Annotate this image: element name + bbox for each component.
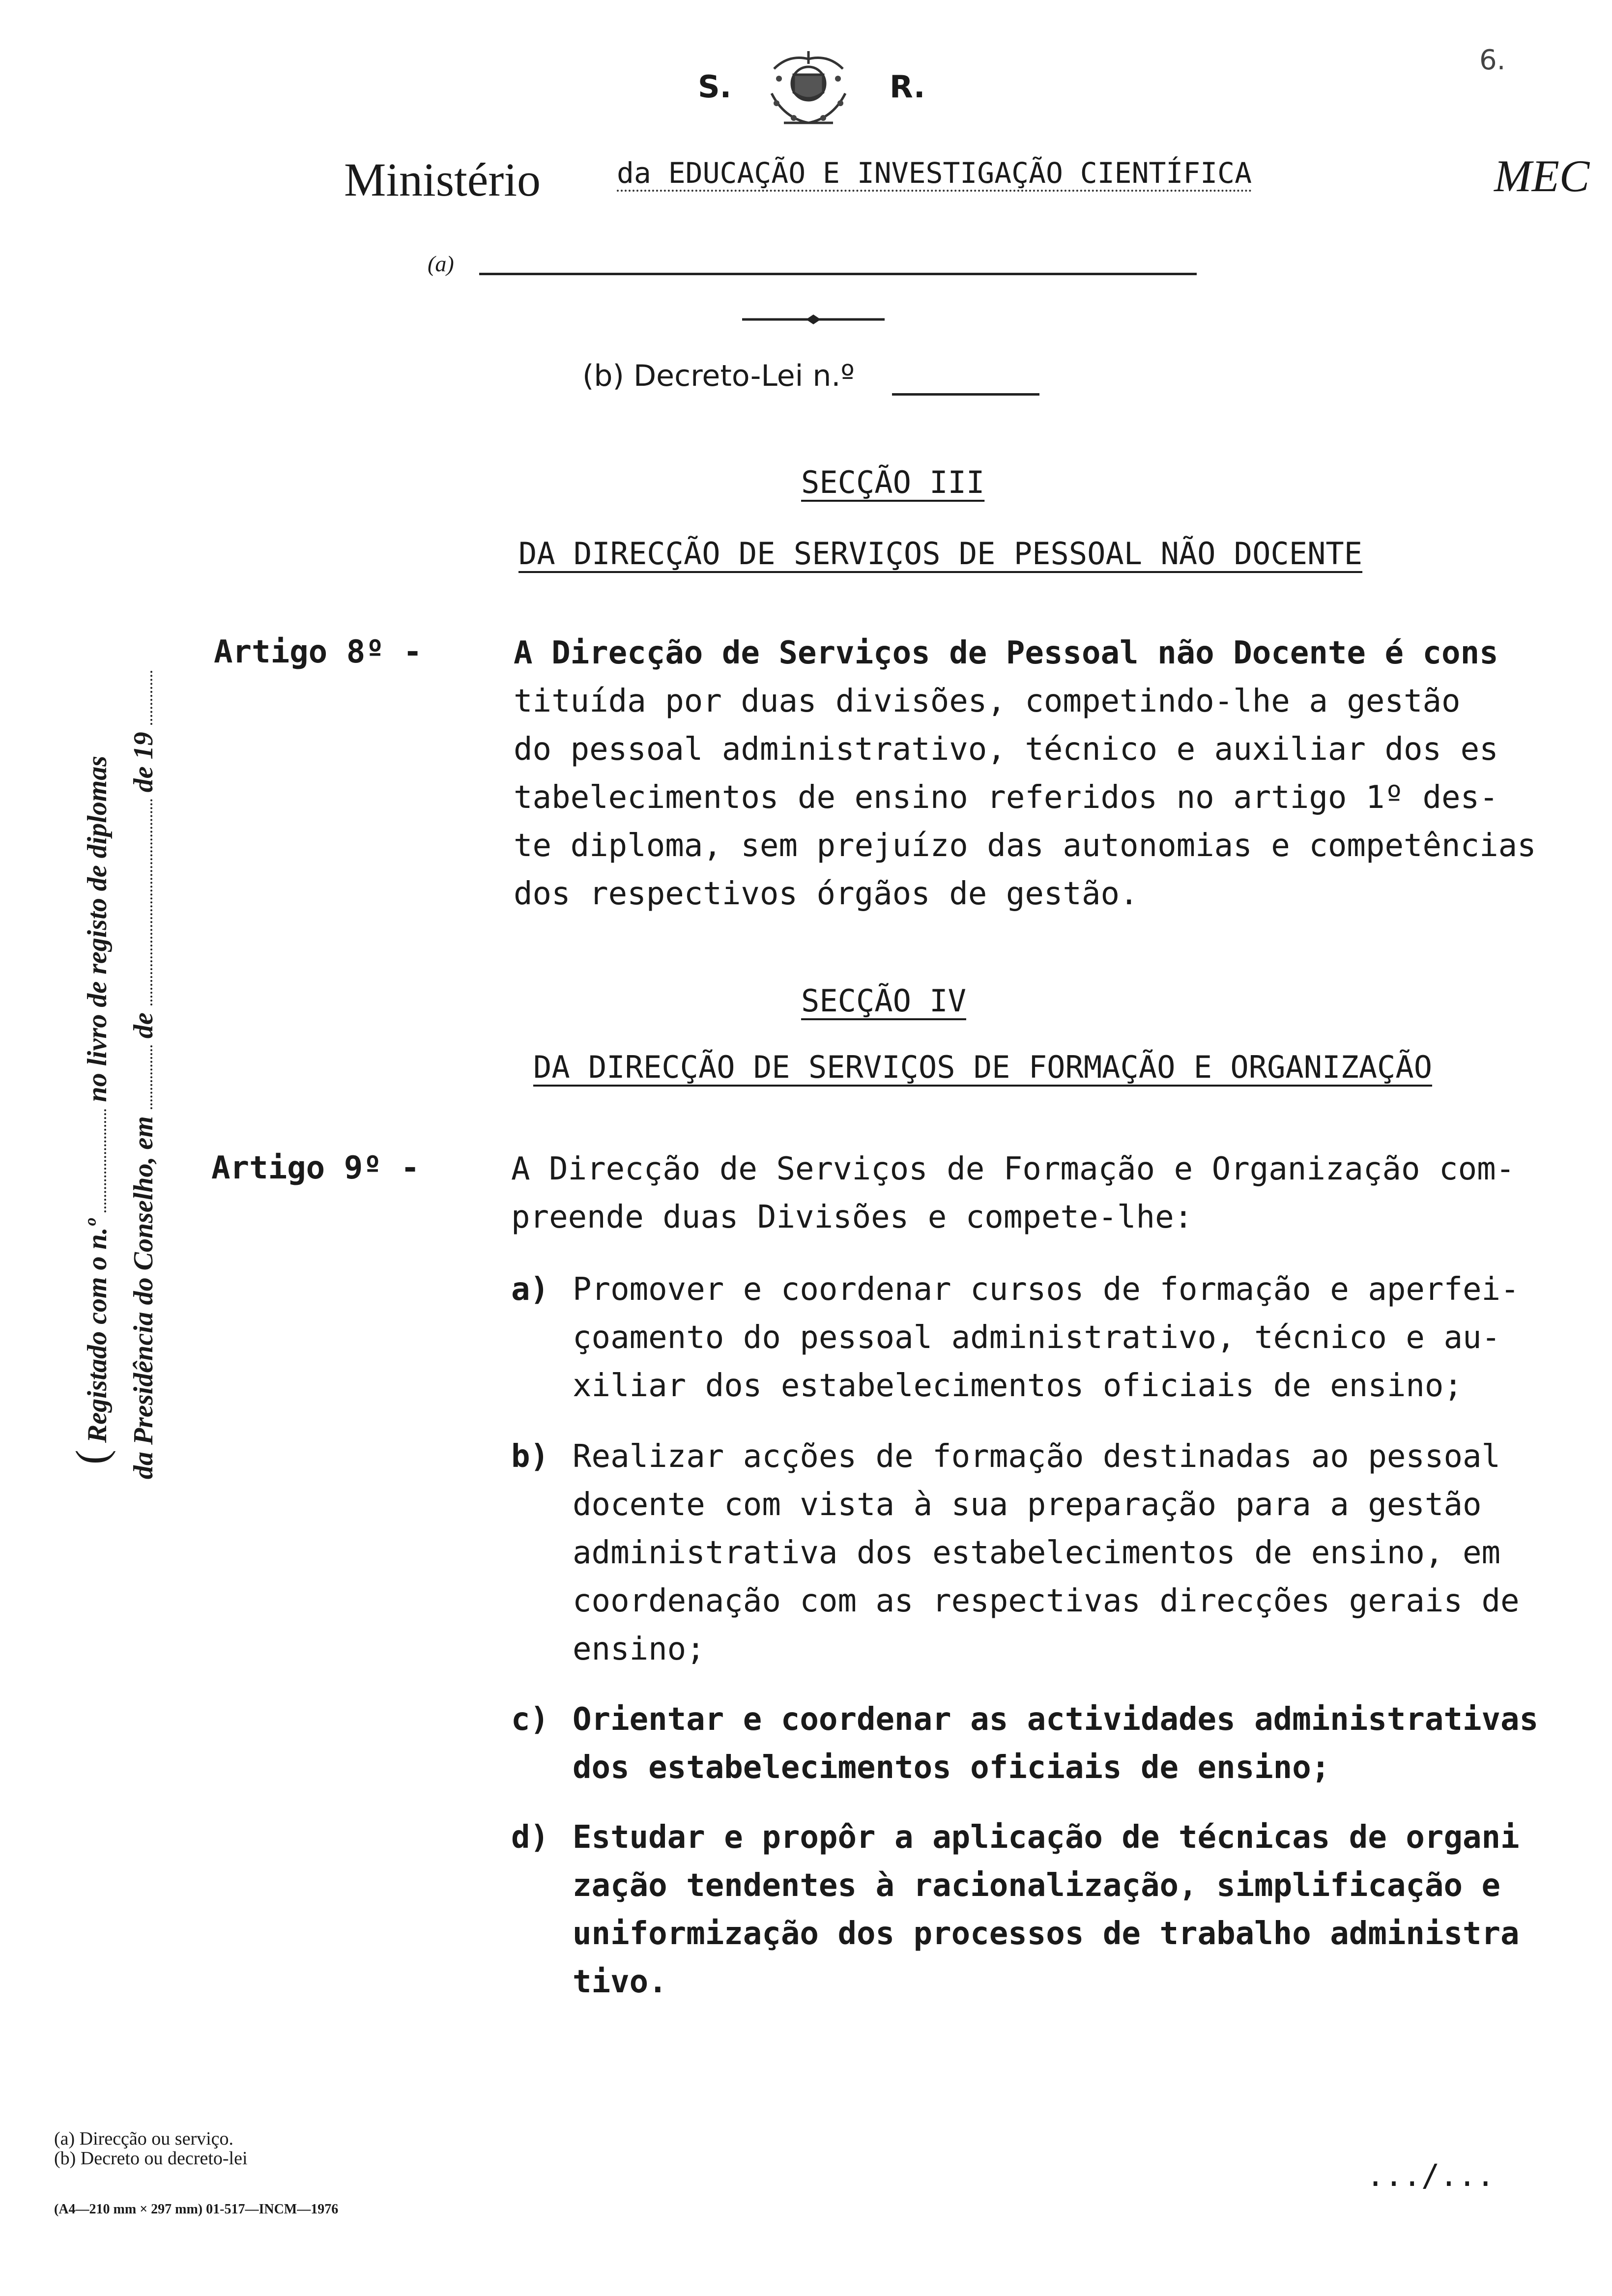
article-9-label: Artigo 9º - xyxy=(211,1150,420,1186)
article-8-label: Artigo 8º - xyxy=(214,634,422,670)
item-a-marker: a) xyxy=(511,1271,549,1308)
item-c-line: Orientar e coordenar as actividades administrativas xyxy=(573,1701,1539,1738)
margin-presidency-text: da Presidência do Conselho, em xyxy=(128,1116,159,1479)
item-b-line: coordenação com as respectivas direcções gerais de xyxy=(573,1583,1520,1619)
margin-number-dots xyxy=(104,1109,106,1212)
article-8-line: tituída por duas divisões, competindo-lhe a gestão xyxy=(514,683,1461,719)
item-c-marker: c) xyxy=(511,1701,549,1738)
margin-month-dots xyxy=(150,799,152,1005)
continuation-mark: .../... xyxy=(1366,2157,1495,2193)
item-b-marker: b) xyxy=(511,1438,549,1475)
item-b-text xyxy=(573,1433,1520,1673)
item-d-line: tivo. xyxy=(573,1964,667,2000)
article-8-line: do pessoal administrativo, técnico e auxiliar dos es xyxy=(514,731,1498,768)
item-d-text xyxy=(573,1813,1520,2006)
section-iv-number: SECÇÃO IV xyxy=(801,983,966,1019)
article-9-intro xyxy=(511,1145,1515,1241)
margin-registered-number: Registado com o n.º xyxy=(82,1219,113,1443)
article-8-line: dos respectivos órgãos de gestão. xyxy=(514,876,1139,912)
item-b-line: Realizar acções de formação destinadas ao pessoal xyxy=(573,1438,1501,1475)
item-c-text xyxy=(573,1695,1538,1792)
footnote-a: (a) Direcção ou serviço. xyxy=(54,2128,234,2149)
item-a-line: çoamento do pessoal administrativo, técnico e au- xyxy=(573,1320,1501,1356)
service-field-line xyxy=(479,273,1197,275)
ministry-name: da EDUCAÇÃO E INVESTIGAÇÃO CIENTÍFICA xyxy=(617,156,1252,192)
item-b-line: administrativa dos estabelecimentos de ensino, em xyxy=(573,1535,1501,1571)
divider-ornament xyxy=(742,315,885,324)
item-a-line: xiliar dos estabelecimentos oficiais de ensino; xyxy=(573,1368,1463,1404)
footnote-b: (b) Decreto ou decreto-lei xyxy=(54,2148,248,2169)
margin-de-text: de xyxy=(128,1012,159,1039)
header-letter-r: R. xyxy=(890,69,925,105)
article-8-text xyxy=(514,629,1536,918)
item-d-line: uniformização dos processos de trabalho administra xyxy=(573,1916,1520,1952)
item-d-marker: d) xyxy=(511,1819,549,1856)
section-iii-title: DA DIRECÇÃO DE SERVIÇOS DE PESSOAL NÃO DOCENTE xyxy=(518,536,1363,572)
decree-number-label: (b) Decreto-Lei n.º xyxy=(582,359,855,393)
article-8-line: tabelecimentos de ensino referidos no artigo 1º des- xyxy=(514,779,1498,816)
article-9-intro-line: A Direcção de Serviços de Formação e Organização com- xyxy=(511,1151,1515,1187)
item-c-line: dos estabelecimentos oficiais de ensino; xyxy=(573,1750,1330,1786)
article-9-intro-line: preende duas Divisões e compete-lhe: xyxy=(511,1199,1193,1235)
margin-year-dots xyxy=(150,671,152,725)
decree-number-line xyxy=(892,393,1039,396)
header-letter-s: S. xyxy=(698,69,732,105)
margin-year-text: de 19 xyxy=(128,732,159,793)
item-b-line: ensino; xyxy=(573,1631,705,1667)
margin-registration-outer: ( Registado com o n.º no livro de registo de diplomas xyxy=(67,755,116,1464)
section-iv-title: DA DIRECÇÃO DE SERVIÇOS DE FORMAÇÃO E ORGANIZAÇÃO xyxy=(533,1049,1433,1085)
margin-day-dots xyxy=(150,1045,152,1109)
item-d-line: Estudar e propôr a aplicação de técnicas de organi xyxy=(573,1819,1520,1856)
item-a-line: Promover e coordenar cursos de formação e aperfei- xyxy=(573,1271,1520,1308)
service-field-label: (a) xyxy=(428,251,454,276)
coat-of-arms-icon xyxy=(764,49,853,133)
margin-registration-inner xyxy=(128,671,159,1479)
article-8-line: te diploma, sem prejuízo das autonomias e competências xyxy=(514,828,1536,864)
ministry-label: Ministério xyxy=(344,153,541,206)
item-b-line: docente com vista à sua preparação para a gestão xyxy=(573,1487,1482,1523)
item-a-text xyxy=(573,1265,1520,1410)
print-reference: (A4—210 mm × 297 mm) 01-517—INCM—1976 xyxy=(54,2202,339,2217)
page-number: 6. xyxy=(1479,44,1506,76)
item-d-line: zação tendentes à racionalização, simplificação e xyxy=(573,1867,1501,1904)
article-8-line: A Direcção de Serviços de Pessoal não Docente é cons xyxy=(514,635,1498,671)
handwritten-initials: MEC xyxy=(1494,151,1590,201)
section-iii-number: SECÇÃO III xyxy=(801,464,985,500)
margin-book-text: no livro de registo de diplomas xyxy=(82,755,113,1102)
